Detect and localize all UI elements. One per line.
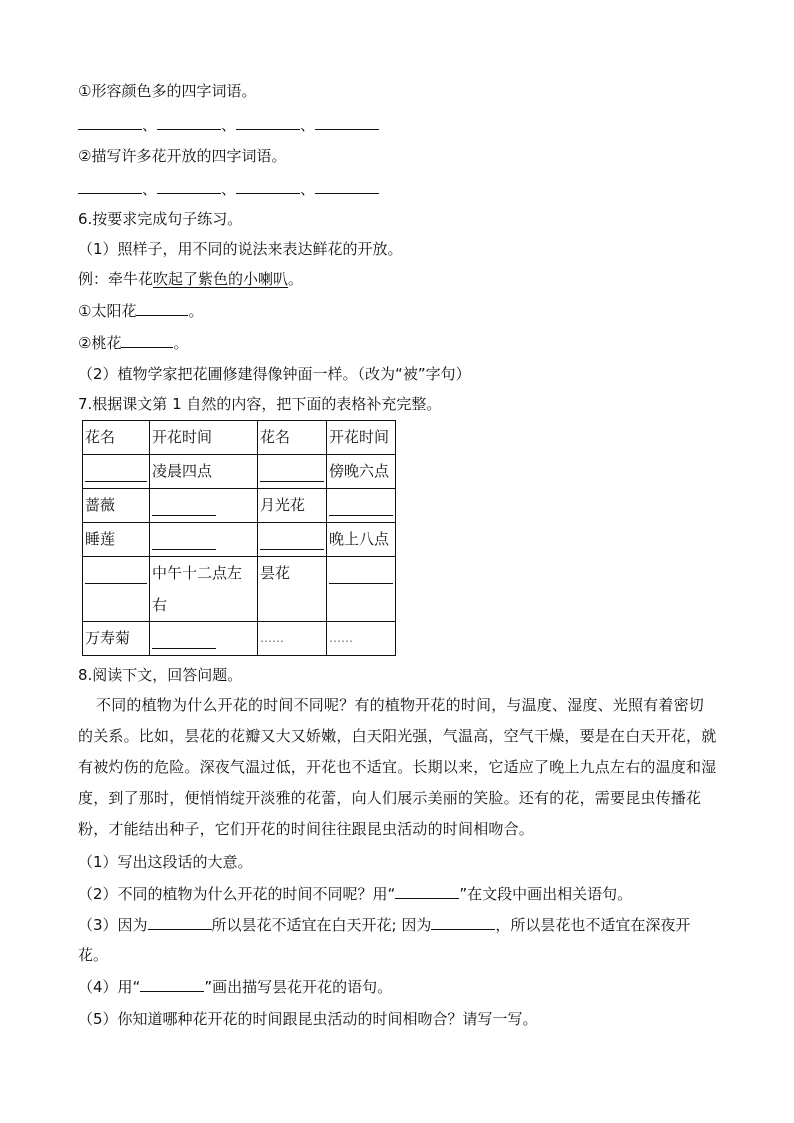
- separator: 、: [221, 116, 237, 134]
- table-row: [83, 489, 396, 523]
- answer-blank[interactable]: [152, 529, 216, 550]
- answer-blank[interactable]: [260, 529, 324, 550]
- q5-sub2: ②描写许多花开放的四字词语。: [78, 147, 287, 165]
- answer-blank[interactable]: [329, 495, 393, 516]
- answer-blank[interactable]: [315, 115, 379, 130]
- q8-question2: [78, 883, 632, 905]
- table-row: [83, 557, 396, 622]
- q8-title: 8.阅读下文，回答问题。: [78, 666, 243, 684]
- table-cell: 蔷薇: [83, 489, 150, 523]
- table-cell: 昙花: [258, 557, 327, 622]
- q6-title: 6.按要求完成句子练习。: [78, 210, 243, 228]
- separator: 、: [300, 116, 316, 134]
- answer-blank[interactable]: [148, 915, 212, 930]
- table-row: [83, 622, 396, 656]
- answer-blank[interactable]: [136, 301, 188, 316]
- table-cell-blank[interactable]: [150, 489, 258, 523]
- q6-item1: [78, 300, 203, 322]
- table-header-cell: 开花时间: [327, 421, 396, 455]
- table-cell: 万寿菊: [83, 622, 150, 656]
- separator: 、: [300, 180, 316, 198]
- q8-passage: 不同的植物为什么开花的时间不同呢？有的植物开花的时间，与温度、湿度、光照有着密切的关系。比如，昙花的花瓣又大又娇嫩，白天阳光强，气温高，空气干燥，要是在白天开花，就有被灼伤的危险。深夜气温过低，开花也不适宜。长期以来，它适应了晚上九点左右的温度和湿度，到了那时，便悄悄绽开淡雅的花蕾，向人们展示美丽的笑脸。还有的花，需要昆虫传播花粉，才能结出种子，它们开花的时间往往跟昆虫活动的时间相吻合。: [78, 696, 717, 838]
- example-underlined: 吹起了紫色的小喇叭: [153, 270, 289, 288]
- table-cell-blank[interactable]: [150, 622, 258, 656]
- separator: 、: [142, 180, 158, 198]
- answer-blank[interactable]: [395, 884, 459, 899]
- q7-title: 7.根据课文第 1 自然的内容，把下面的表格补充完整。: [78, 395, 442, 413]
- table-cell-blank[interactable]: [258, 455, 327, 489]
- item1-label: ①太阳花: [78, 302, 137, 320]
- answer-blank[interactable]: [236, 115, 300, 130]
- q6-part1: （1）照样子，用不同的说法来表达鲜花的开放。: [78, 240, 403, 258]
- example-suffix: 。: [288, 270, 304, 288]
- table-header-row: [83, 421, 396, 455]
- period: 。: [173, 334, 189, 352]
- table-cell-blank[interactable]: [150, 523, 258, 557]
- table-cell-blank[interactable]: [258, 523, 327, 557]
- answer-blank[interactable]: [85, 563, 147, 584]
- table-cell-blank[interactable]: [327, 489, 396, 523]
- answer-blank[interactable]: [157, 179, 221, 194]
- example-prefix: 例：牵牛花: [78, 270, 154, 288]
- q4-text-b: ”画出描写昙花开花的语句。: [204, 978, 393, 996]
- table-row: [83, 455, 396, 489]
- q4-text-a: （4）用“: [78, 978, 141, 996]
- answer-blank[interactable]: [152, 495, 216, 516]
- q3-text-c: ，所以昙花也不适宜在深夜开: [495, 916, 691, 934]
- answer-blank[interactable]: [152, 628, 216, 649]
- flower-time-table: [82, 420, 396, 656]
- answer-blank[interactable]: [78, 115, 142, 130]
- table-cell: ……: [258, 622, 327, 656]
- table-cell: 睡莲: [83, 523, 150, 557]
- answer-blank[interactable]: [78, 179, 142, 194]
- q6-example: [78, 268, 303, 290]
- table-cell: ……: [327, 622, 396, 656]
- q6-item2: [78, 332, 188, 354]
- table-cell-blank[interactable]: [83, 455, 150, 489]
- q3-text-b: 所以昙花不适宜在白天开花; 因为: [211, 916, 432, 934]
- q8-question1: （1）写出这段话的大意。: [78, 853, 253, 871]
- q5-sub1: ①形容颜色多的四字词语。: [78, 82, 257, 100]
- table-row: [83, 523, 396, 557]
- table-cell: 晚上八点: [327, 523, 396, 557]
- separator: 、: [142, 116, 158, 134]
- q8-question3-cont: 花。: [78, 946, 109, 964]
- item2-label: ②桃花: [78, 334, 122, 352]
- table-cell: 凌晨四点: [150, 455, 258, 489]
- q8-question3: [78, 914, 690, 936]
- q6-part2: （2）植物学家把花圃修建得像钟面一样。（改为“被”字句）: [78, 365, 471, 383]
- q3-text-a: （3）因为: [78, 916, 148, 934]
- table-header-cell: 开花时间: [150, 421, 258, 455]
- table-header-cell: 花名: [83, 421, 150, 455]
- q8-question4: [78, 976, 392, 998]
- answer-blank[interactable]: [329, 563, 393, 584]
- q8-question5: （5）你知道哪种花开花的时间跟昆虫活动的时间相吻合？请写一写。: [78, 1010, 538, 1028]
- table-cell-blank[interactable]: [83, 557, 150, 622]
- q2-text-a: （2）不同的植物为什么开花的时间不同呢？用“: [78, 885, 396, 903]
- answer-blank[interactable]: [315, 179, 379, 194]
- answer-blank[interactable]: [431, 915, 495, 930]
- answer-blank[interactable]: [236, 179, 300, 194]
- answer-blank[interactable]: [85, 461, 147, 482]
- answer-blank[interactable]: [157, 115, 221, 130]
- answer-blank[interactable]: [260, 461, 324, 482]
- q5-blanks-row1: [78, 114, 379, 136]
- answer-blank[interactable]: [140, 977, 204, 992]
- table-cell: 中午十二点左右: [150, 557, 258, 622]
- table-cell: 月光花: [258, 489, 327, 523]
- table-header-cell: 花名: [258, 421, 327, 455]
- table-cell: 傍晚六点: [327, 455, 396, 489]
- q2-text-b: ”在文段中画出相关语句。: [459, 885, 633, 903]
- table-cell-blank[interactable]: [327, 557, 396, 622]
- q5-blanks-row2: [78, 178, 379, 200]
- answer-blank[interactable]: [121, 333, 173, 348]
- separator: 、: [221, 180, 237, 198]
- period: 。: [188, 302, 204, 320]
